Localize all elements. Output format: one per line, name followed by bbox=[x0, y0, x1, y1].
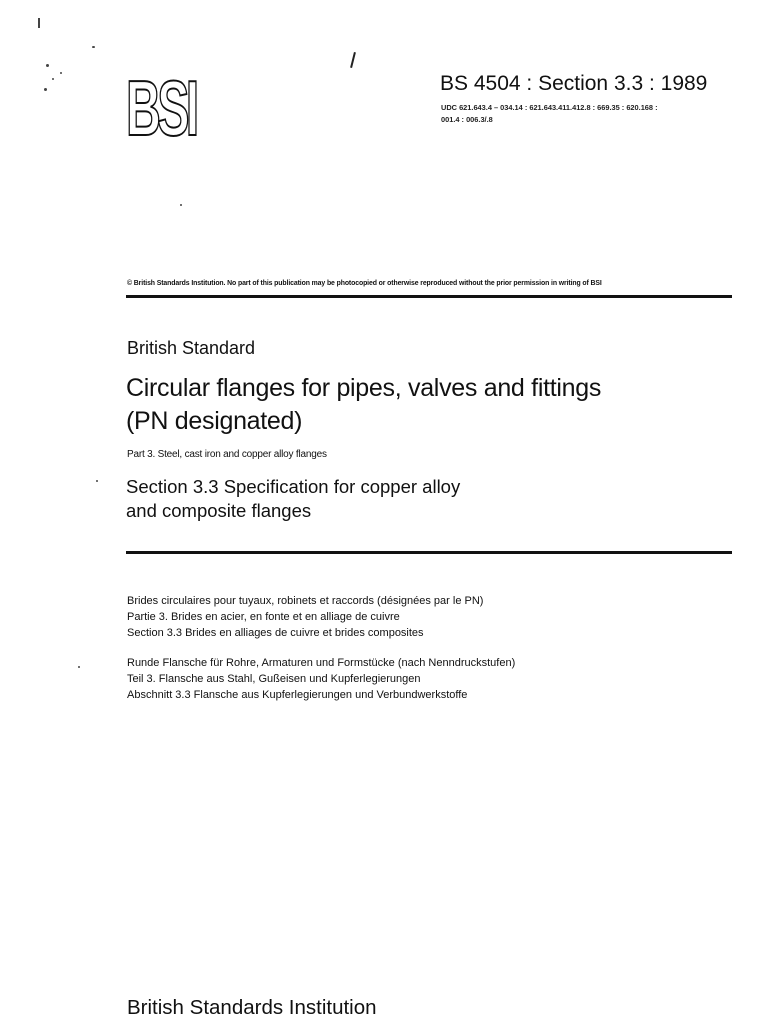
scan-speck bbox=[52, 78, 54, 80]
scan-speck bbox=[96, 480, 98, 482]
scan-speck bbox=[38, 18, 40, 28]
copyright-notice: © British Standards Institution. No part of this publication may be photocopied or otherwise reproduced without the prior permission in writing of BSI bbox=[127, 280, 602, 287]
publisher-name: British Standards Institution bbox=[127, 996, 377, 1019]
german-line: Teil 3. Flansche aus Stahl, Gußeisen und Kupferlegierungen bbox=[127, 673, 421, 685]
german-title-block bbox=[127, 655, 687, 703]
udc-classification bbox=[441, 102, 741, 126]
french-line: Brides circulaires pour tuyaux, robinets et raccords (désignées par le PN) bbox=[127, 595, 484, 607]
french-line: Partie 3. Brides en acier, en fonte et en alliage de cuivre bbox=[127, 611, 400, 623]
main-title bbox=[126, 372, 726, 438]
french-title-block bbox=[127, 593, 687, 641]
section-title-line-1: Section 3.3 Specification for copper alloy bbox=[126, 476, 461, 497]
main-title-line-1: Circular flanges for pipes, valves and fittings bbox=[126, 374, 602, 402]
scan-speck bbox=[60, 72, 62, 74]
section-title-line-2: and composite flanges bbox=[126, 500, 312, 521]
udc-line-2: 001.4 : 006.3/.8 bbox=[441, 115, 493, 124]
french-line: Section 3.3 Brides en alliages de cuivre et brides composites bbox=[127, 627, 424, 639]
german-line: Abschnitt 3.3 Flansche aus Kupferlegierungen und Verbundwerkstoffe bbox=[127, 689, 468, 701]
main-title-line-2: (PN designated) bbox=[126, 407, 303, 435]
bsi-logo: BSI bbox=[126, 64, 196, 152]
scan-mark bbox=[350, 52, 356, 68]
scan-speck bbox=[78, 666, 80, 668]
scan-speck bbox=[44, 88, 47, 91]
standard-type: British Standard bbox=[127, 338, 256, 358]
section-title bbox=[126, 475, 586, 523]
scan-speck bbox=[180, 204, 182, 206]
scan-speck bbox=[92, 46, 95, 48]
document-number: BS 4504 : Section 3.3 : 1989 bbox=[440, 72, 708, 95]
divider-top bbox=[126, 295, 732, 298]
scan-speck bbox=[46, 64, 49, 67]
udc-line-1: UDC 621.643.4 – 034.14 : 621.643.411.412.8 : 669.35 : 620.168 : bbox=[441, 103, 658, 112]
german-line: Runde Flansche für Rohre, Armaturen und Formstücke (nach Nenndruckstufen) bbox=[127, 657, 516, 669]
part-title: Part 3. Steel, cast iron and copper alloy flanges bbox=[127, 449, 327, 460]
divider-bottom bbox=[126, 551, 732, 554]
